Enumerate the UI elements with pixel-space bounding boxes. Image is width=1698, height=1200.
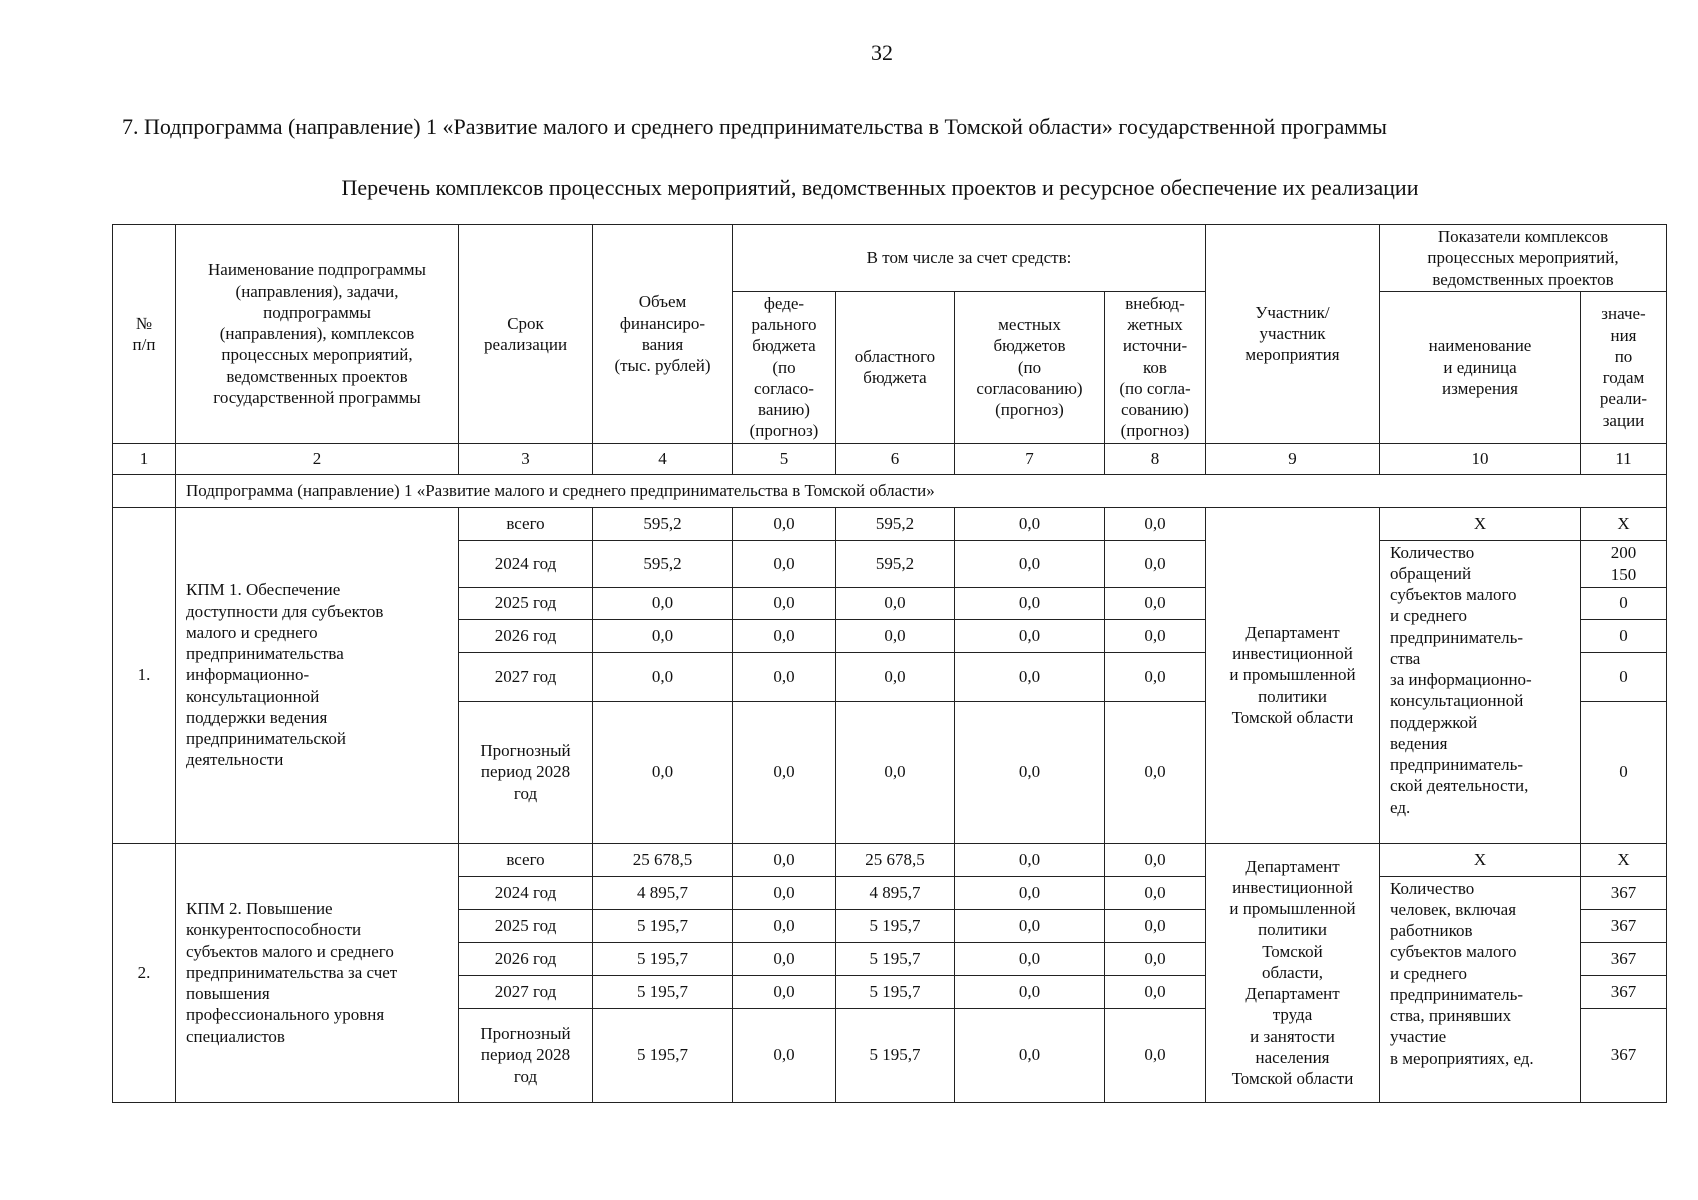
federal-cell: 0,0	[733, 909, 836, 942]
table-row	[113, 843, 1667, 876]
column-numbers-row	[113, 443, 1667, 474]
federal-cell: 0,0	[733, 1008, 836, 1102]
regional-cell: 4 895,7	[836, 876, 955, 909]
volume-cell: 4 895,7	[593, 876, 733, 909]
col-number: 6	[836, 443, 955, 474]
indicator-value-cell: 367	[1581, 942, 1667, 975]
indicator-value-cell: 0	[1581, 652, 1667, 701]
col-number: 1	[113, 443, 176, 474]
volume-cell: 5 195,7	[593, 975, 733, 1008]
header-including: В том числе за счет средств:	[733, 225, 1206, 292]
col-number: 8	[1105, 443, 1206, 474]
volume-cell: 0,0	[593, 701, 733, 843]
extra-cell: 0,0	[1105, 843, 1206, 876]
header-local: местных бюджетов (по согласованию) (прогноз)	[955, 291, 1105, 443]
measure-name: КПМ 2. Повышение конкурентоспособности субъектов малого и среднего предпринимательства за счет повышения профессионального уровня специалистов	[176, 843, 459, 1102]
indicator-value-cell: X	[1581, 507, 1667, 540]
federal-cell: 0,0	[733, 652, 836, 701]
local-cell: 0,0	[955, 909, 1105, 942]
header-participant: Участник/ участник мероприятия	[1206, 225, 1380, 444]
extra-cell: 0,0	[1105, 975, 1206, 1008]
regional-cell: 5 195,7	[836, 942, 955, 975]
extra-cell: 0,0	[1105, 540, 1206, 587]
local-cell: 0,0	[955, 843, 1105, 876]
local-cell: 0,0	[955, 942, 1105, 975]
volume-cell: 0,0	[593, 652, 733, 701]
local-cell: 0,0	[955, 975, 1105, 1008]
measure-num: 1.	[113, 507, 176, 843]
indicator-value-cell: 367	[1581, 1008, 1667, 1102]
period-cell: Прогнозный период 2028 год	[459, 1008, 593, 1102]
header-regional: областного бюджета	[836, 291, 955, 443]
subprogram-row	[113, 474, 1667, 507]
volume-cell: 595,2	[593, 507, 733, 540]
measure-num: 2.	[113, 843, 176, 1102]
indicator-value-cell: 0	[1581, 587, 1667, 619]
regional-cell: 595,2	[836, 507, 955, 540]
indicator-value-cell: 367	[1581, 876, 1667, 909]
indicator-value-cell: X	[1581, 843, 1667, 876]
col-number: 3	[459, 443, 593, 474]
col-number: 9	[1206, 443, 1380, 474]
extra-cell: 0,0	[1105, 1008, 1206, 1102]
extra-cell: 0,0	[1105, 909, 1206, 942]
federal-cell: 0,0	[733, 507, 836, 540]
indicator-value-cell: 367	[1581, 975, 1667, 1008]
table-title: Перечень комплексов процессных мероприятий, ведомственных проектов и ресурсное обеспечение их реализации	[341, 175, 1419, 200]
measure-participant: Департамент инвестиционной и промышленной политики Томской области	[1206, 507, 1380, 843]
indicator-value-cell: 0	[1581, 619, 1667, 652]
period-cell: 2027 год	[459, 975, 593, 1008]
measure-name: КПМ 1. Обеспечение доступности для субъектов малого и среднего предпринимательства информационно- консультационной поддержки ведения предпринимательской деятельности	[176, 507, 459, 843]
col-number: 2	[176, 443, 459, 474]
empty-cell	[113, 474, 176, 507]
federal-cell: 0,0	[733, 701, 836, 843]
local-cell: 0,0	[955, 619, 1105, 652]
period-cell: 2026 год	[459, 619, 593, 652]
federal-cell: 0,0	[733, 876, 836, 909]
federal-cell: 0,0	[733, 540, 836, 587]
federal-cell: 0,0	[733, 619, 836, 652]
federal-cell: 0,0	[733, 843, 836, 876]
local-cell: 0,0	[955, 507, 1105, 540]
indicator-name-x: X	[1380, 843, 1581, 876]
header-period: Срок реализации	[459, 225, 593, 444]
indicator-value-cell: 200 150	[1581, 540, 1667, 587]
period-cell: 2024 год	[459, 876, 593, 909]
volume-cell: 5 195,7	[593, 942, 733, 975]
volume-cell: 5 195,7	[593, 1008, 733, 1102]
indicator-name-x: X	[1380, 507, 1581, 540]
header-volume: Объем финансиро- вания (тыс. рублей)	[593, 225, 733, 444]
period-cell: всего	[459, 507, 593, 540]
header-extra: внебюд- жетных источни- ков (по согла- сованию) (прогноз)	[1105, 291, 1206, 443]
regional-cell: 0,0	[836, 619, 955, 652]
regional-cell: 5 195,7	[836, 909, 955, 942]
local-cell: 0,0	[955, 652, 1105, 701]
volume-cell: 25 678,5	[593, 843, 733, 876]
header-indicator-name: наименование и единица измерения	[1380, 291, 1581, 443]
local-cell: 0,0	[955, 701, 1105, 843]
period-cell: Прогнозный период 2028 год	[459, 701, 593, 843]
header-name: Наименование подпрограммы (направления), задачи, подпрограммы (направления), комплексов процессных мероприятий, ведомственных проектов государственной программы	[176, 225, 459, 444]
extra-cell: 0,0	[1105, 587, 1206, 619]
volume-cell: 5 195,7	[593, 909, 733, 942]
extra-cell: 0,0	[1105, 701, 1206, 843]
federal-cell: 0,0	[733, 942, 836, 975]
measure-participant: Департамент инвестиционной и промышленной политики Томской области, Департамент труда и занятости населения Томской области	[1206, 843, 1380, 1102]
regional-cell: 0,0	[836, 652, 955, 701]
federal-cell: 0,0	[733, 587, 836, 619]
section-title: 7. Подпрограмма (направление) 1 «Развитие малого и среднего предпринимательства в Томской области» государственной программы	[122, 114, 1387, 139]
table-row	[113, 507, 1667, 540]
period-cell: 2025 год	[459, 587, 593, 619]
extra-cell: 0,0	[1105, 507, 1206, 540]
header-indicator-values: значе- ния по годам реали- зации	[1581, 291, 1667, 443]
local-cell: 0,0	[955, 540, 1105, 587]
extra-cell: 0,0	[1105, 942, 1206, 975]
regional-cell: 0,0	[836, 587, 955, 619]
period-cell: 2026 год	[459, 942, 593, 975]
col-number: 7	[955, 443, 1105, 474]
extra-cell: 0,0	[1105, 652, 1206, 701]
measures-table	[112, 224, 1667, 1103]
page-number: 32	[871, 40, 893, 65]
period-cell: 2025 год	[459, 909, 593, 942]
period-cell: 2024 год	[459, 540, 593, 587]
regional-cell: 0,0	[836, 701, 955, 843]
col-number: 10	[1380, 443, 1581, 474]
extra-cell: 0,0	[1105, 876, 1206, 909]
col-number: 4	[593, 443, 733, 474]
header-indicators: Показатели комплексов процессных мероприятий, ведомственных проектов	[1380, 225, 1667, 292]
header-num: № п/п	[113, 225, 176, 444]
volume-cell: 0,0	[593, 619, 733, 652]
period-cell: 2027 год	[459, 652, 593, 701]
col-number: 5	[733, 443, 836, 474]
volume-cell: 595,2	[593, 540, 733, 587]
volume-cell: 0,0	[593, 587, 733, 619]
regional-cell: 5 195,7	[836, 975, 955, 1008]
indicator-value-cell: 367	[1581, 909, 1667, 942]
header-federal: феде- рального бюджета (по согласо- ванию) (прогноз)	[733, 291, 836, 443]
regional-cell: 595,2	[836, 540, 955, 587]
subprogram-label: Подпрограмма (направление) 1 «Развитие малого и среднего предпринимательства в Томской области»	[176, 474, 1667, 507]
regional-cell: 25 678,5	[836, 843, 955, 876]
federal-cell: 0,0	[733, 975, 836, 1008]
indicator-name: Количество человек, включая работников субъектов малого и среднего предприниматель- ства, принявших участие в мероприятиях, ед.	[1380, 876, 1581, 1102]
indicator-name: Количество обращений субъектов малого и среднего предприниматель- ства за информационно- консультационной поддержкой ведения предприниматель- ской деятельности, ед.	[1380, 540, 1581, 843]
indicator-value-cell: 0	[1581, 701, 1667, 843]
local-cell: 0,0	[955, 587, 1105, 619]
period-cell: всего	[459, 843, 593, 876]
regional-cell: 5 195,7	[836, 1008, 955, 1102]
local-cell: 0,0	[955, 876, 1105, 909]
local-cell: 0,0	[955, 1008, 1105, 1102]
col-number: 11	[1581, 443, 1667, 474]
extra-cell: 0,0	[1105, 619, 1206, 652]
